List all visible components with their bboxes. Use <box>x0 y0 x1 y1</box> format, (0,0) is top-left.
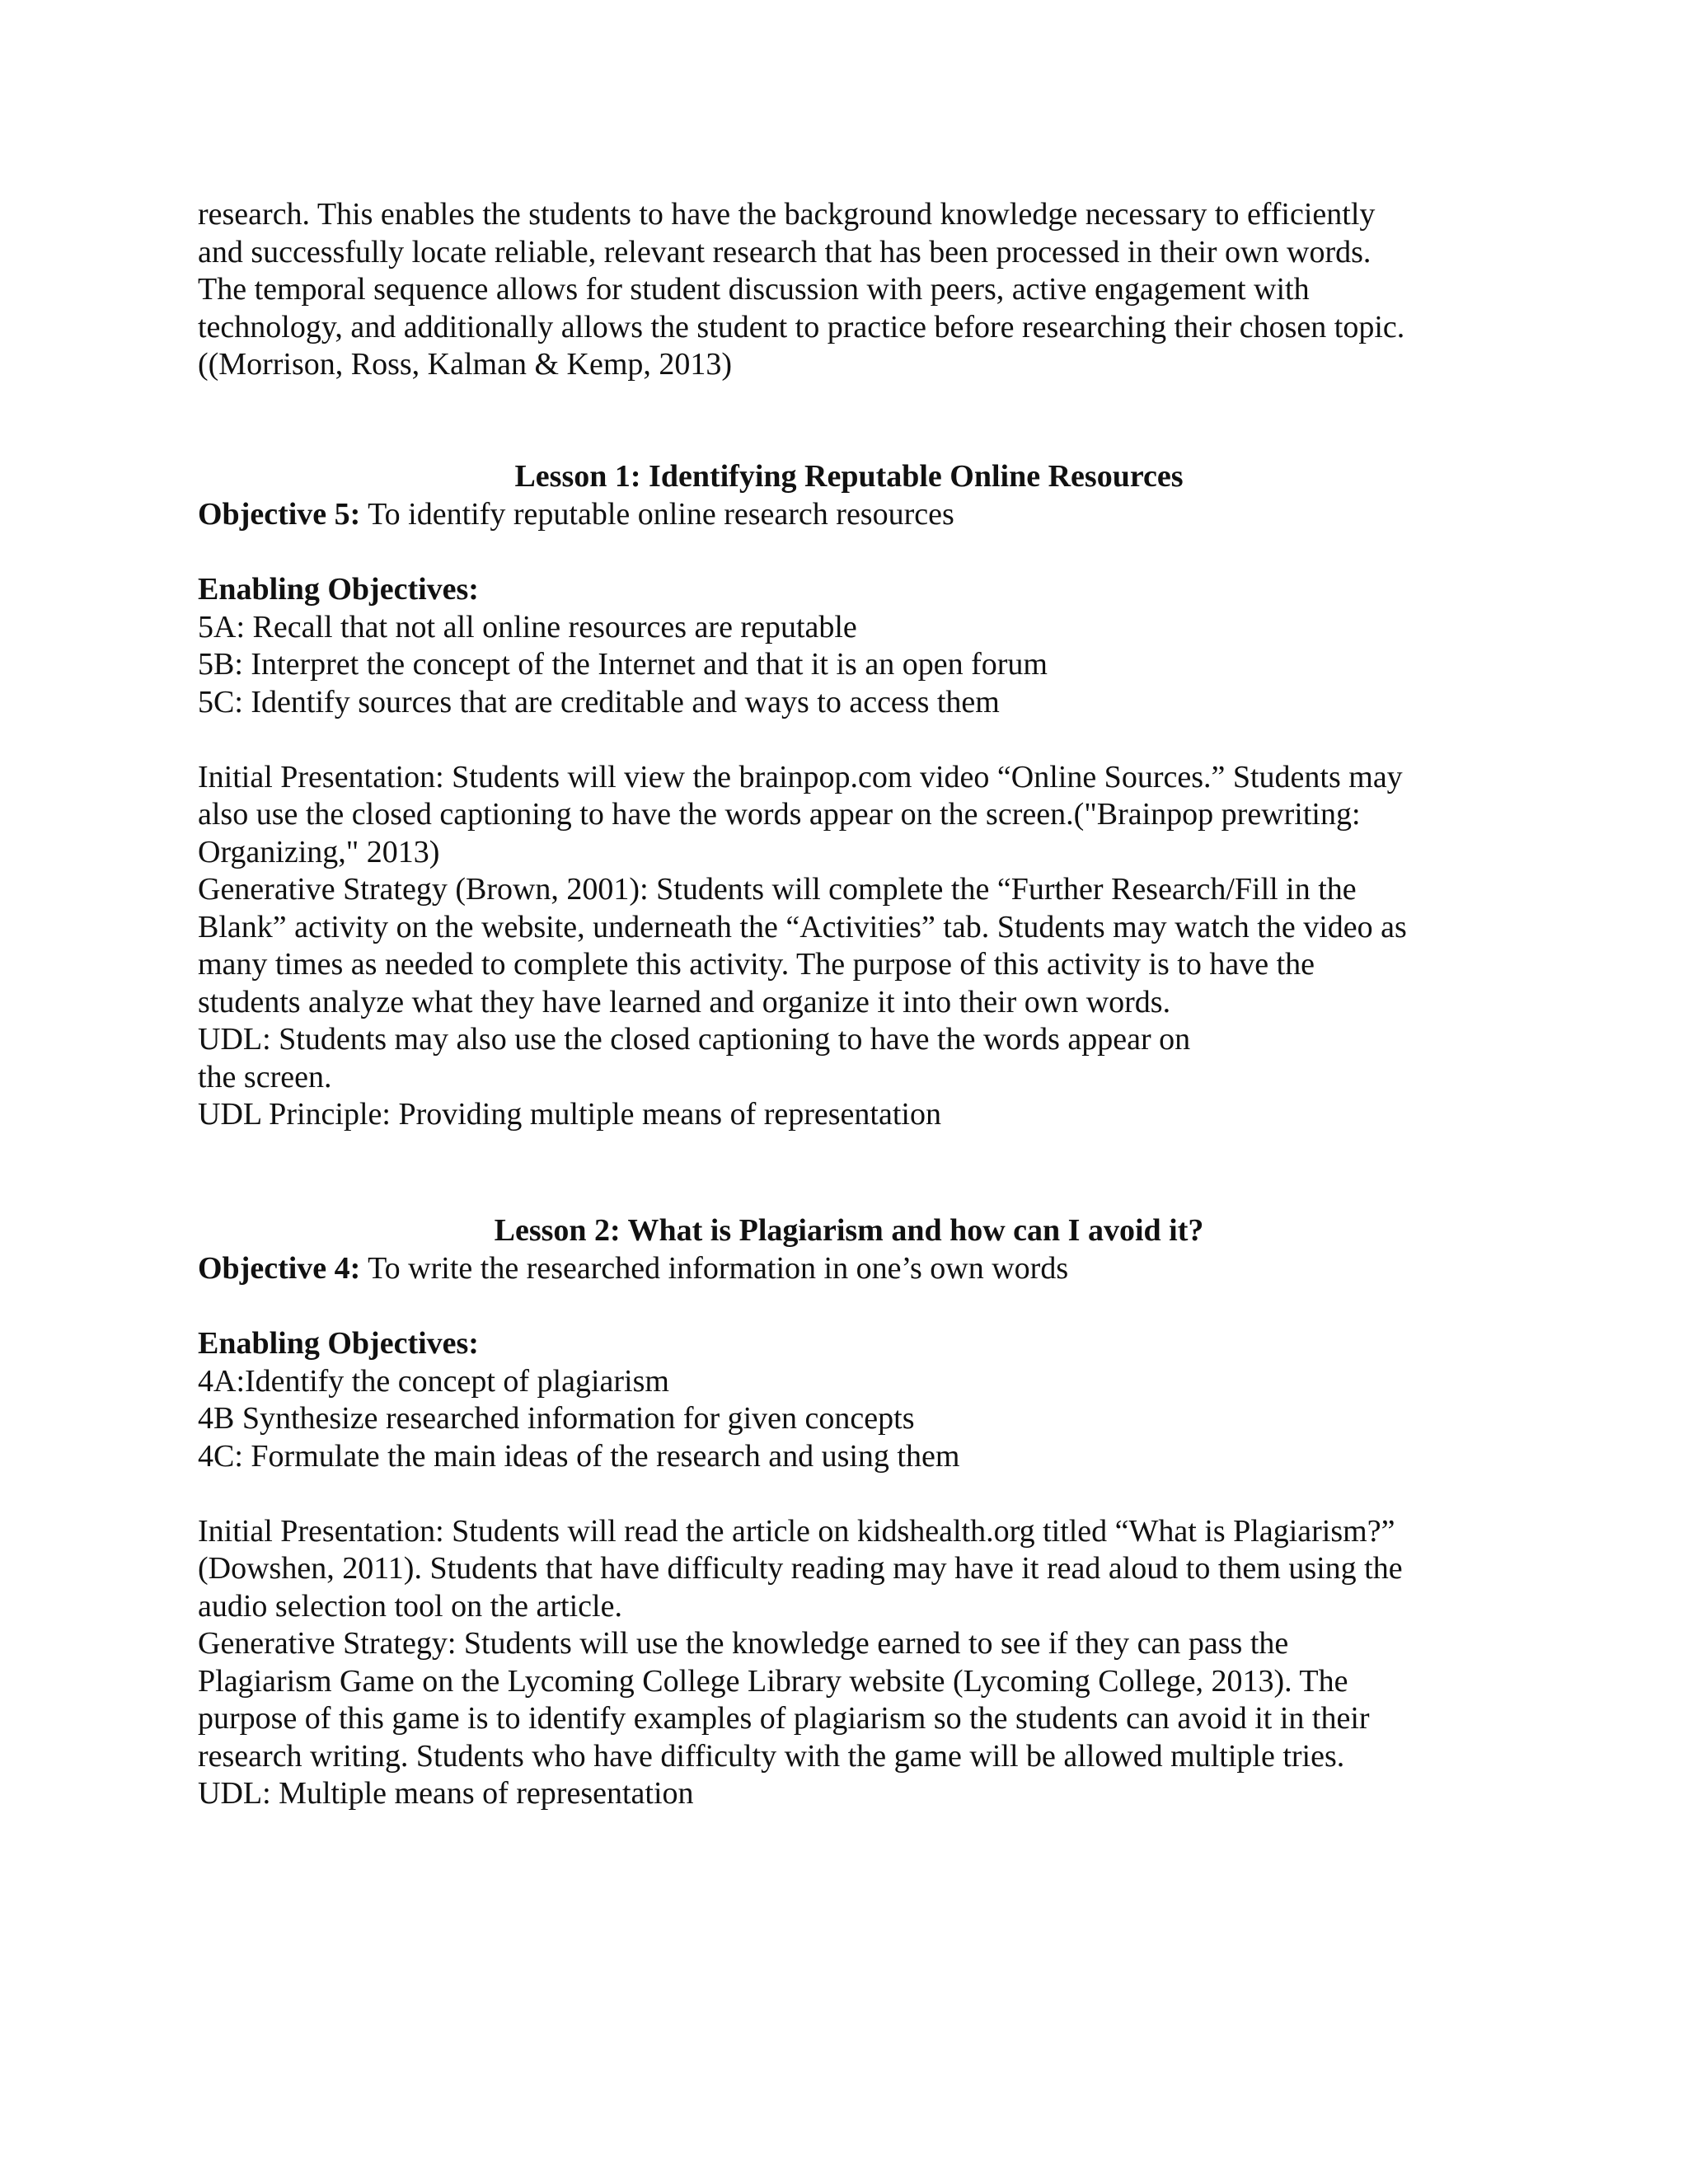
lesson2-body-line: research writing. Students who have difficulty with the game will be allowed multiple tries. <box>198 1738 1345 1774</box>
lesson1-objective-label: Objective 5: <box>198 497 361 532</box>
lesson1-body-line: students analyze what they have learned and organize it into their own words. <box>198 984 1171 1019</box>
lesson1-body-line: many times as needed to complete this activity. The purpose of this activity is to have the <box>198 947 1315 982</box>
lesson1-body-line: also use the closed captioning to have the words appear on the screen.("Brainpop prewriting: <box>198 797 1361 832</box>
blank-line <box>198 1475 1500 1513</box>
lesson2-body-line: Plagiarism Game on the Lycoming College Library website (Lycoming College, 2013). The <box>198 1663 1348 1699</box>
lesson1-enabling-item: 5A: Recall that not all online resources are reputable <box>198 609 857 644</box>
lesson1-heading: Lesson 1: Identifying Reputable Online Resources <box>514 459 1184 494</box>
lesson1-body-line: the screen. <box>198 1059 332 1094</box>
lesson2-section <box>198 1250 1500 1813</box>
lesson1-body-line: Blank” activity on the website, underneath the “Activities” tab. Students may watch the video as <box>198 909 1407 944</box>
intro-paragraph <box>198 196 1500 384</box>
lesson2-objective <box>198 1250 1500 1288</box>
lesson1-body-line: UDL: Students may also use the closed captioning to have the words appear on <box>198 1022 1191 1057</box>
intro-line: research. This enables the students to have the background knowledge necessary to efficiently <box>198 197 1376 232</box>
lesson2-body-line: purpose of this game is to identify examples of plagiarism so the students can avoid it in their <box>198 1701 1370 1736</box>
lesson1-enabling-item: 5B: Interpret the concept of the Internet and that it is an open forum <box>198 647 1048 682</box>
lesson2-enabling-heading: Enabling Objectives: <box>198 1326 479 1361</box>
lesson2-objective-text: To write the researched information in one’s own words <box>360 1251 1069 1286</box>
intro-line: ((Morrison, Ross, Kalman & Kemp, 2013) <box>198 347 733 382</box>
lesson1-body-line: Initial Presentation: Students will view the brainpop.com video “Online Sources.” Students may <box>198 759 1403 794</box>
lesson1-objective-text: To identify reputable online research resources <box>360 497 954 532</box>
lesson2-enabling-item: 4B Synthesize researched information for given concepts <box>198 1401 915 1436</box>
lesson1-objective <box>198 496 1500 534</box>
intro-line: The temporal sequence allows for student discussion with peers, active engagement with <box>198 272 1310 307</box>
lesson1-body-line: Generative Strategy (Brown, 2001): Students will complete the “Further Research/Fill in the <box>198 872 1357 907</box>
intro-line: and successfully locate reliable, relevant research that has been processed in their own words. <box>198 234 1372 269</box>
lesson1-body-line: UDL Principle: Providing multiple means of representation <box>198 1097 941 1132</box>
lesson1-enabling-item: 5C: Identify sources that are creditable and ways to access them <box>198 684 1000 719</box>
lesson2-body-line: audio selection tool on the article. <box>198 1588 622 1624</box>
lesson1-section <box>198 496 1500 1134</box>
lesson2-heading: Lesson 2: What is Plagiarism and how can I avoid it? <box>494 1213 1204 1248</box>
blank-line <box>198 1288 1500 1326</box>
lesson1-body-line: Organizing," 2013) <box>198 834 440 869</box>
lesson1-enabling-heading: Enabling Objectives: <box>198 572 479 607</box>
blank-line <box>198 721 1500 759</box>
blank-line <box>198 534 1500 572</box>
lesson2-objective-label: Objective 4: <box>198 1251 361 1286</box>
lesson2-enabling-item: 4C: Formulate the main ideas of the research and using them <box>198 1438 960 1474</box>
lesson2-body-line: Generative Strategy: Students will use the knowledge earned to see if they can pass the <box>198 1626 1289 1661</box>
intro-line: technology, and additionally allows the student to practice before researching their chosen topic. <box>198 309 1405 344</box>
lesson2-body-line: Initial Presentation: Students will read the article on kidshealth.org titled “What is Plagiarism?” <box>198 1513 1395 1549</box>
lesson2-enabling-item: 4A:Identify the concept of plagiarism <box>198 1363 669 1399</box>
lesson2-body-line: (Dowshen, 2011). Students that have difficulty reading may have it read aloud to them using the <box>198 1551 1403 1586</box>
lesson2-body-line: UDL: Multiple means of representation <box>198 1776 694 1811</box>
